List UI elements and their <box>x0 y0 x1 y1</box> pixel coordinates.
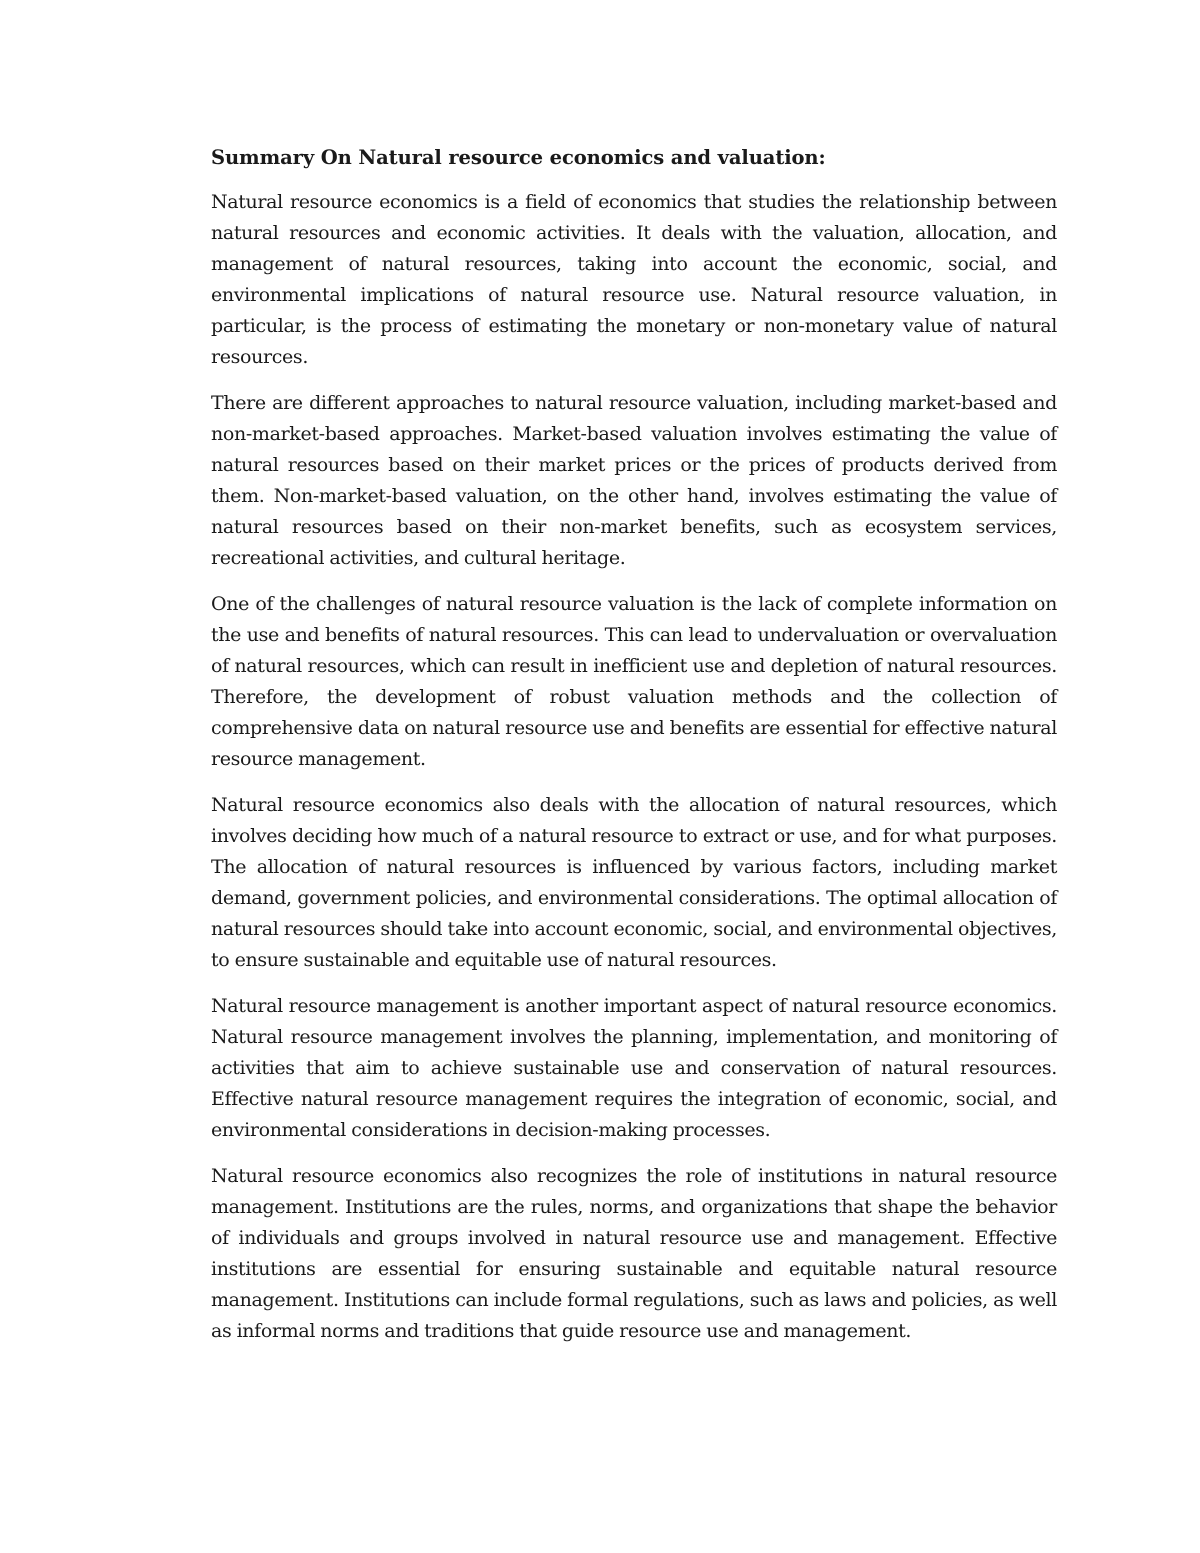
paragraph-2: There are different approaches to natural resource valuation, including market-based and non-market-based approaches. Market-based valuation involves estimating the value of natural resources based on their market prices or the prices of products derived from them. Non-market-based valuation, on the other hand, involves estimating the value of natural resources based on their non-market benefits, such as ecosystem services, recreational activities, and cultural heritage. <box>211 392 1057 569</box>
paragraph-1: Natural resource economics is a field of economics that studies the relationship between natural resources and economic activities. It deals with the valuation, allocation, and management of natural resources, taking into account the economic, social, and environmental implications of natural resource use. Natural resource valuation, in particular, is the process of estimating the monetary or non-monetary value of natural resources. <box>211 191 1057 368</box>
paragraph-6: Natural resource economics also recognizes the role of institutions in natural resource management. Institutions are the rules, norms, and organizations that shape the behavior of individuals and groups involved in natural resource use and management. Effective institutions are essential for ensuring sustainable and equitable natural resource management. Institutions can include formal regulations, such as laws and policies, as well as informal norms and traditions that guide resource use and management. <box>211 1165 1057 1342</box>
document-title: Summary On Natural resource economics and valuation: <box>211 146 826 169</box>
paragraph-4: Natural resource economics also deals with the allocation of natural resources, which involves deciding how much of a natural resource to extract or use, and for what purposes. The allocation of natural resources is influenced by various factors, including market demand, government policies, and environmental considerations. The optimal allocation of natural resources should take into account economic, social, and environmental objectives, to ensure sustainable and equitable use of natural resources. <box>211 794 1057 971</box>
paragraph-3: One of the challenges of natural resource valuation is the lack of complete information on the use and benefits of natural resources. This can lead to undervaluation or overvaluation of natural resources, which can result in inefficient use and depletion of natural resources. Therefore, the development of robust valuation methods and the collection of comprehensive data on natural resource use and benefits are essential for effective natural resource management. <box>211 593 1057 770</box>
document-page <box>211 142 1057 1362</box>
paragraph-5: Natural resource management is another important aspect of natural resource economics. Natural resource management involves the planning, implementation, and monitoring of activities that aim to achieve sustainable use and conservation of natural resources. Effective natural resource management requires the integration of economic, social, and environmental considerations in decision-making processes. <box>211 995 1057 1141</box>
